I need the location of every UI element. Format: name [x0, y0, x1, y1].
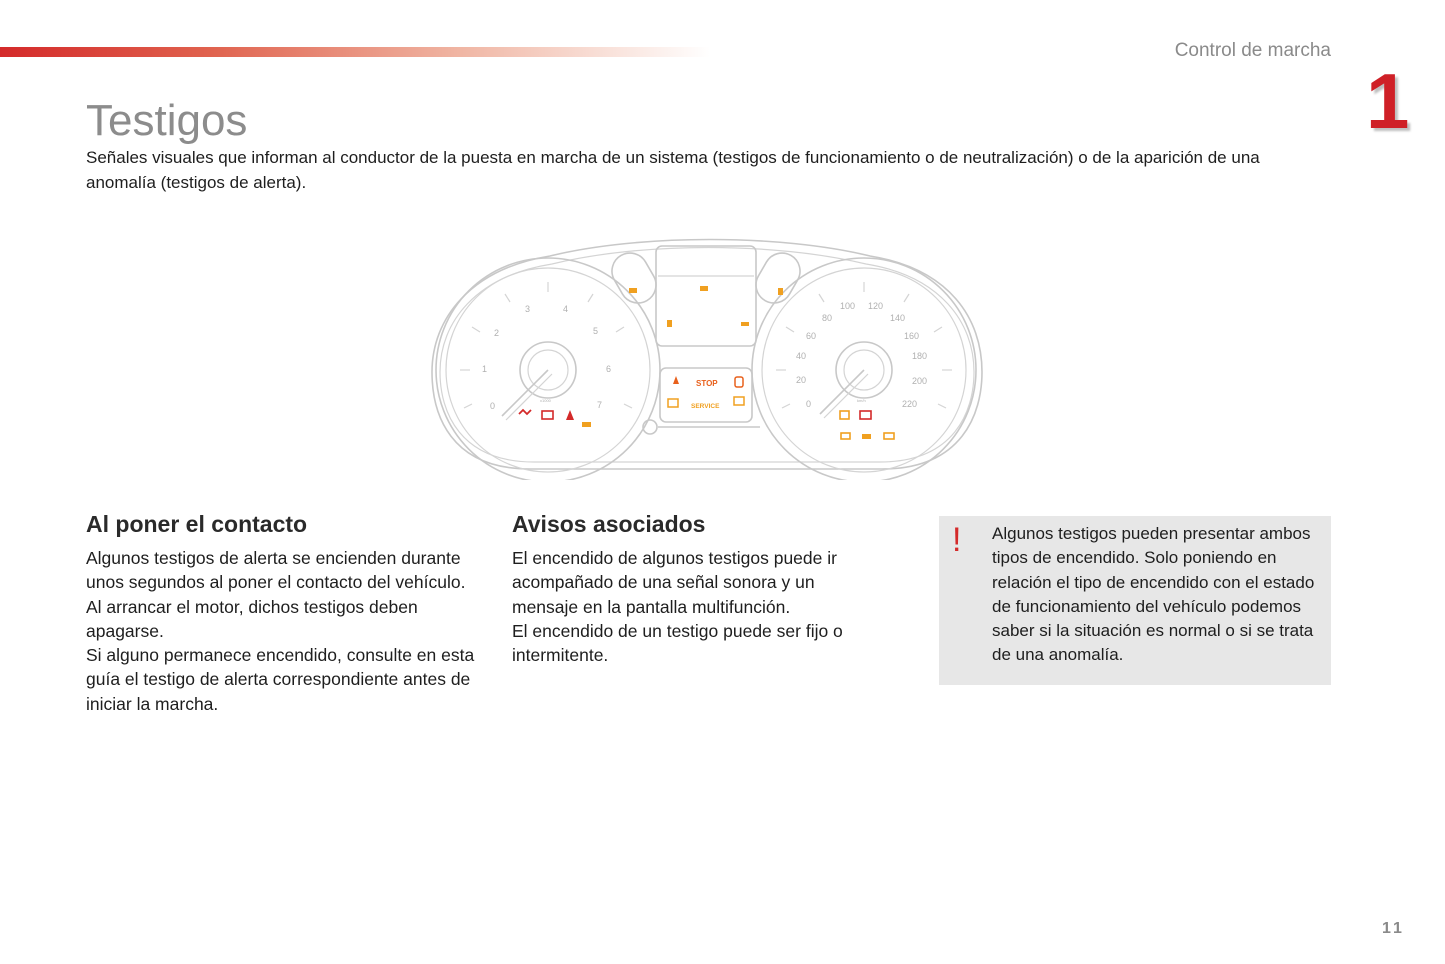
- speedo-label-20: 20: [796, 375, 807, 385]
- column-2-paragraph: El encendido de un testigo puede ser fijo o intermitente.: [512, 620, 843, 666]
- exclamation-icon: !: [952, 521, 962, 559]
- page-title: Testigos: [86, 96, 248, 145]
- intro-text: Señales visuales que informan al conductor de la puesta en marcha de un sistema (testigos de funcionamiento o de neutralización) o de la aparición de una anomalía (testigos de alerta).: [86, 148, 1260, 192]
- speedo-label-220: 220: [902, 399, 918, 409]
- speedo-label-200: 200: [912, 376, 928, 386]
- lamp-seatbelt-icon: [735, 377, 743, 387]
- speedo-label-100: 100: [840, 301, 856, 311]
- tacho-label-6: 6: [606, 364, 612, 374]
- lamp-diagnosis-icon: [884, 433, 894, 439]
- lamp-service-text: SERVICE: [691, 403, 720, 410]
- lamp-preheat-icon: [582, 422, 591, 427]
- lamp-display-left-icon: [667, 320, 672, 327]
- lamp-brake-icon: [519, 410, 531, 414]
- speedometer-ticks: [776, 282, 952, 408]
- tacho-label-4: 4: [563, 304, 569, 314]
- lamp-oil-icon: [566, 410, 574, 420]
- speedo-label-40: 40: [796, 351, 807, 361]
- page-number: 11: [1382, 920, 1405, 937]
- column-2-paragraph: El encendido de algunos testigos puede ir acompañado de una señal sonora y un mensaje en la pantalla multifunción.: [512, 548, 837, 617]
- lamp-tyre-icon: [840, 411, 849, 419]
- speedo-label-80: 80: [822, 313, 833, 323]
- speedo-label-180: 180: [912, 351, 928, 361]
- left-mini-gauge: [605, 246, 662, 309]
- speedo-needle: [820, 370, 864, 414]
- lamp-battery-icon: [542, 411, 553, 419]
- lamp-display-right-icon: [741, 322, 749, 326]
- section-title: Control de marcha: [1174, 40, 1331, 61]
- central-display: [656, 246, 756, 346]
- tacho-label-1: 1: [482, 364, 488, 374]
- tachometer-ticks: [460, 282, 632, 408]
- warning-panel: [660, 368, 752, 422]
- speedo-unit: km/h: [857, 398, 866, 403]
- warning-text: Algunos testigos pueden presentar ambos tipos de encendido. Solo poniendo en relación el tipo de encendido con el estado de funcionamiento del vehículo podemos saber si la situación es normal o si se trata de una anomalía.: [992, 524, 1315, 665]
- speedo-label-120: 120: [868, 301, 884, 311]
- lamp-airbag-icon: [860, 411, 871, 419]
- speedo-label-160: 160: [904, 331, 920, 341]
- lamp-display-top-icon: [700, 286, 708, 291]
- column-1-paragraph: Algunos testigos de alerta se encienden durante unos segundos al poner el contacto del vehículo.: [86, 548, 466, 593]
- lamp-temperature-icon: [673, 376, 679, 384]
- lamp-fuel-left-icon: [629, 288, 637, 293]
- lamp-esp-icon: [862, 434, 871, 439]
- speedo-label-60: 60: [806, 331, 817, 341]
- speedo-label-0: 0: [806, 399, 812, 409]
- tacho-label-0: 0: [490, 401, 496, 411]
- tacho-label-7: 7: [597, 400, 603, 410]
- tacho-label-3: 3: [525, 304, 531, 314]
- column-1-body: [86, 546, 486, 716]
- column-1-paragraph: Al arrancar el motor, dichos testigos deben apagarse.: [86, 596, 418, 641]
- lamp-stop-text: STOP: [696, 379, 718, 388]
- column-1-paragraph: Si alguno permanece encendido, consulte en esta guía el testigo de alerta correspondiente antes de iniciar la marcha.: [86, 645, 475, 714]
- tacho-label-5: 5: [593, 326, 599, 336]
- right-mini-gauge: [749, 246, 806, 309]
- lamp-engine-icon: [841, 433, 850, 439]
- header-accent-bar: [0, 47, 710, 57]
- column-2-title: Avisos asociados: [512, 511, 706, 537]
- speedo-label-140: 140: [890, 313, 906, 323]
- lamp-service-right-icon: [734, 397, 744, 405]
- tacho-label-2: 2: [494, 328, 500, 338]
- instrument-cluster-illustration: [430, 224, 986, 480]
- column-2-body: [512, 546, 882, 667]
- tacho-unit: x1000: [540, 398, 551, 403]
- column-1-title: Al poner el contacto: [86, 511, 308, 537]
- tacho-needle: [502, 370, 548, 416]
- chapter-number: 1: [1366, 57, 1410, 145]
- lamp-fuel-right-icon: [778, 288, 783, 295]
- lamp-service-left-icon: [668, 399, 678, 407]
